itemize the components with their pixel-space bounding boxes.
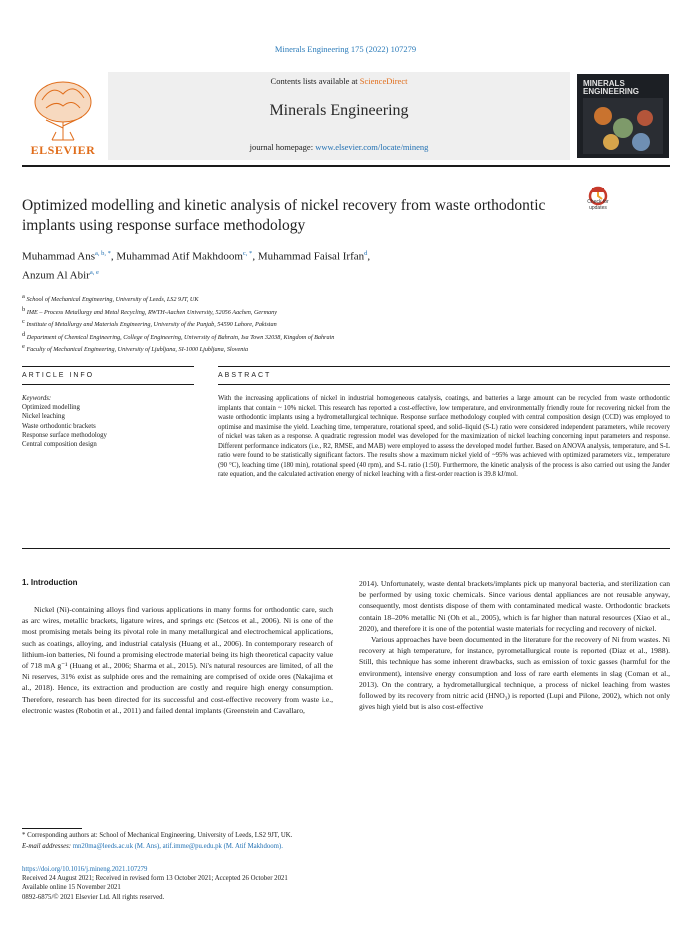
journal-name: Minerals Engineering	[269, 102, 409, 119]
affiliation-item	[22, 342, 622, 355]
affiliation-marker: a	[22, 293, 25, 300]
author-3[interactable]: Muhammad Faisal Irfan	[257, 250, 365, 263]
author-2-affil[interactable]: c, *	[242, 250, 253, 257]
abstract-end-rule	[22, 548, 670, 549]
keyword-item: Central composition design	[22, 441, 97, 449]
intro-paragraph-2: Various approaches have been documented in the literature for the recovery of Ni from wastes. Ni recovery at high temperature, for instance, pyrometallurgical route is reported (Diaz et al., 1988). Still, this technique has some inherent drawbacks, such as emission of toxic gasses (harmful for the environment), intensive energy consumption and loss of rare earth elements in slag (Coman et al., 2013). On the contrary, a hydrometallurgical technique, a process of nickel leaching from wastes followed by its recovery from nitric acid (HNO₃) is reported (Lupi and Pilone, 2002), which not only gives high yield but is also cost-effective	[359, 635, 670, 712]
doi-link[interactable]: https://doi.org/10.1016/j.mineng.2021.107279	[22, 866, 148, 873]
affiliation-marker: e	[22, 343, 25, 351]
check-for-updates-label[interactable]	[572, 200, 624, 211]
article-title: Optimized modelling and kinetic analysis of nickel recovery from waste orthodontic implants using response surface methodology	[22, 197, 546, 234]
abstract-top-rule	[218, 366, 670, 367]
cover-title-line2: ENGINEERING	[583, 87, 640, 96]
article-info-top-rule	[22, 366, 194, 367]
journal-homepage-line	[108, 142, 570, 152]
received-dates: Received 24 August 2021; Received in revised form 13 October 2021; Accepted 26 October 2021	[22, 875, 288, 883]
footnote-emails	[22, 842, 622, 853]
keyword-item: Nickel leaching	[22, 413, 65, 421]
affiliation-text: Faculty of Mechanical Engineering, University of Ljubljana, SI-1000 Ljubljana, Slovenia	[26, 346, 249, 354]
affiliation-marker: c	[22, 318, 25, 326]
journal-homepage-link[interactable]: www.elsevier.com/locate/mineng	[315, 142, 429, 152]
footnote-corresponding: * Corresponding authors at: School of Mechanical Engineering, University of Leeds, LS2 9JT, UK.	[22, 832, 293, 839]
sciencedirect-link[interactable]: ScienceDirect	[359, 76, 408, 86]
affiliation-marker: d	[22, 330, 26, 338]
author-sep-2: ,	[252, 250, 258, 263]
affiliation-marker: b	[22, 305, 26, 313]
affiliation-item	[22, 305, 622, 318]
corresponding-author-footnote	[22, 831, 622, 852]
cover-title	[583, 80, 639, 96]
affiliation-text: Institute of Metallurgy and Materials Engineering, University of the Punjab, 54590 Lahore, Pakistan	[26, 321, 277, 329]
keyword-item: Response surface methodology	[22, 431, 107, 439]
abstract-text: With the increasing applications of nickel in industrial homogeneous catalysis, coatings, and batteries a large amount can be recycled from waste orthodontic implants that contain ~ 10% nickel. This research has reported a cost-effective, low temperature, and environmentally friendly route for recovering nickel from the waste orthodontic implants using a hydrometallurgical technique. Response surface methodology coupled with central composition design (CCD) was employed to optimise and maximise the yield. Leaching time, temperature, rotational speed, and solid–liquid (S-L) ratio were considered independent parameters, while recovery of nickel was taken as a response. A quadratic regression model was developed for the maximization of nickel leaching concerning input parameters and response. Different performance indicators (i.e., R2, RMSE, and MAB) were employed to assess the developed model further. Based on ANOVA analysis, temperature, and S-L ratio were found to be statistically significant factors. The results show a maximum nickel yield of ~95% was achieved with optimized parameters viz., temperature (90 °C), leaching time (180 min), rotational speed (40 rpm), and S-L ratio (1:50). Furthermore, the kinetic analysis of the process is also carried out using the Jander rate equation, and the calculated activation energy of nickel leaching with a first-order reaction is 39.8 kJ/mol.	[218, 395, 671, 478]
elsevier-wordmark: ELSEVIER	[30, 143, 96, 157]
abstract-label: ABSTRACT	[218, 372, 272, 379]
author-2[interactable]: Muhammad Atif Makhdoom	[116, 250, 243, 263]
article-info-bottom-rule	[22, 384, 194, 385]
author-sep-1: ,	[110, 250, 117, 263]
check-updates-line1: Check for	[587, 199, 609, 205]
cover-artwork	[583, 98, 663, 154]
email-links[interactable]: mn20ma@leeds.ac.uk (M. Ans), atif.imme@pu.edu.pk (M. Atif Makhdoom).	[72, 842, 283, 850]
affiliation-item	[22, 317, 622, 330]
keyword-item: Optimized modelling	[22, 404, 80, 412]
journal-reference-link[interactable]: Minerals Engineering 175 (2022) 107279	[274, 44, 417, 54]
affiliation-text: Department of Chemical Engineering, College of Engineering, University of Bahrain, Isa Town 32038, Kingdom of Bahrain	[26, 333, 335, 341]
keywords-block	[22, 394, 192, 449]
article-info-label: ARTICLE INFO	[22, 372, 95, 379]
homepage-prefix: journal homepage:	[249, 142, 314, 152]
keyword-item: Waste orthodontic brackets	[22, 422, 96, 430]
affiliation-item	[22, 292, 622, 305]
email-label: E-mail addresses:	[22, 842, 72, 850]
publication-info	[22, 865, 422, 902]
affiliation-item	[22, 330, 622, 343]
available-online-date: Available online 15 November 2021	[22, 884, 121, 892]
body-column-right	[359, 578, 670, 712]
abstract-bottom-rule	[218, 384, 670, 385]
journal-cover-thumbnail[interactable]	[577, 74, 669, 158]
affiliation-text: IME – Process Metallurgy and Metal Recycling, RWTH-Aachen University, 52056 Aachen, Germany	[26, 308, 277, 316]
keywords-label: Keywords:	[22, 395, 52, 402]
author-1[interactable]: Muhammad Ans	[22, 250, 96, 263]
affiliation-list	[22, 292, 622, 355]
check-updates-line2: updates	[589, 204, 607, 211]
section-heading-introduction: 1. Introduction	[22, 578, 78, 587]
author-3-affil[interactable]: d	[364, 250, 368, 257]
author-list	[22, 246, 582, 283]
intro-paragraph-1-cont: 2014). Unfortunately, waste dental brackets/implants pick up manyoral bacteria, and sterilization can be performed by using toxic chemicals. Since various dental appliances are not reusable anyway, consequently, most dentists dispose of them with contaminated medical waste. Orthodontic brackets contain 18–20% metallic Ni (Oh et al., 2005), which is far higher than natural resources (Xiao et al., 2020), and therefore it is one of the potential waste materials for recycling and recovery of nickel.	[359, 579, 670, 633]
author-4[interactable]: Anzum Al Abir	[22, 269, 90, 282]
intro-paragraph-1: Nickel (Ni)-containing alloys find various applications in many forms for orthodontic care, such as arc wires, metallic brackets, ligature wires, and springs etc (Setcos et al., 2006). Ni is one of the most promising metals being its pivotal role in many metallurgical and electrochemical applications, such as coatings, alloying, and industrial catalysis (Huang et al., 2006). In contemporary research of lithium-ion batteries, Ni found a promising electrode material being its high theoretical capacity value of 718 mA g⁻¹ (Huang et al., 2006; Sharma et al., 2015). Ni's natural resources are limited, of all the Ni reserves, 31% exist as sulphide ores and the remaining are comprised of oxide ores (Nakajima et al., 2018). Hence, its extraction and production are costly and require high energy consumption. Therefore, research has been directed for its successful and cost-effective recovery from waste i.e., electronic wastes (Robotin et al., 2011) and failed dental implants (Greenstein and Cavallaro,	[22, 605, 333, 715]
author-1-affil[interactable]: a, b, *	[95, 250, 111, 257]
contents-prefix: Contents lists available at	[270, 76, 358, 86]
contents-available-line	[108, 76, 570, 86]
footnote-rule	[22, 828, 82, 829]
header-divider	[22, 165, 670, 167]
cover-title-line1: MINERALS	[583, 79, 625, 88]
copyright-line: 0892-6875/© 2021 Elsevier Ltd. All rights reserved.	[22, 893, 165, 901]
author-4-affil[interactable]: a, e	[89, 268, 99, 276]
body-column-left	[22, 604, 333, 716]
affiliation-text: School of Mechanical Engineering, University of Leeds, LS2 9JT, UK	[26, 296, 199, 304]
author-sep-3: ,	[367, 250, 371, 263]
